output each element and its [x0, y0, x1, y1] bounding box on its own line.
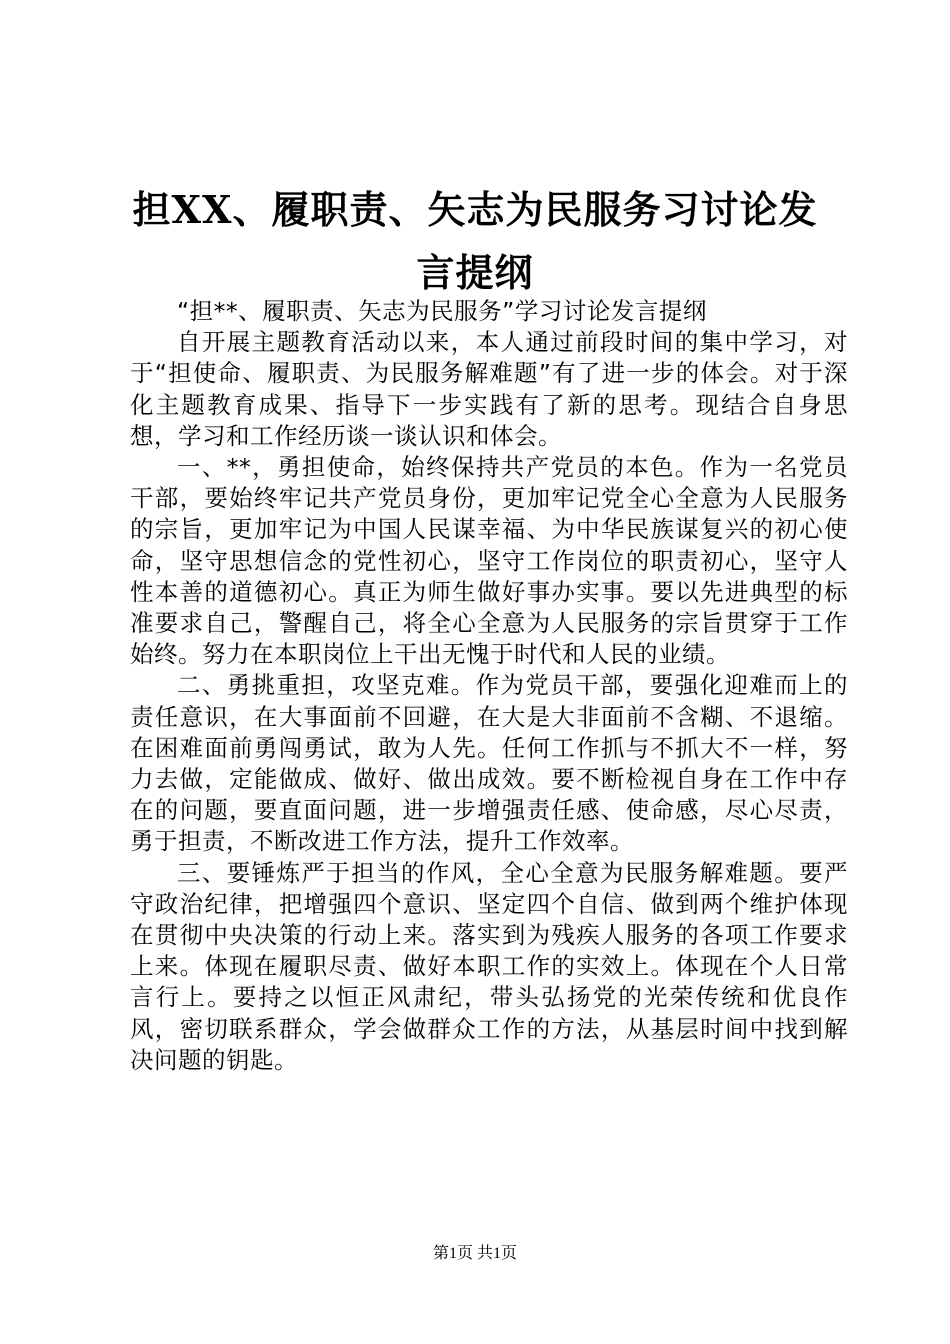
- subtitle-paragraph: “担**、履职责、矢志为民服务”学习讨论发言提纲: [177, 297, 707, 325]
- section-three-paragraph: 三、要锤炼严于担当的作风，全心全意为民服务解难题。要严守政治纪律，把增强四个意识、坚定四个自信、做到两个维护体现在贯彻中央决策的行动上来。落实到为残疾人服务的各项工作要求上来。体现在履职尽责、做好本职工作的实效上。体现在个人日常言行上。要持之以恒正风肃纪，带头弘扬党的光荣传统和优良作风，密切联系群众，学会做群众工作的方法，从基层时间中找到解决问题的钥匙。: [130, 858, 848, 1074]
- section-two-paragraph: 二、勇挑重担，攻坚克难。作为党员干部，要强化迎难而上的责任意识，在大事面前不回避，在大是大非面前不含糊、不退缩。在困难面前勇闯勇试，敢为人先。任何工作抓与不抓大不一样，努力去做，定能做成、做好、做出成效。要不断检视自身在工作中存在的问题，要直面问题，进一步增强责任感、使命感，尽心尽责，勇于担责，不断改进工作方法，提升工作效率。: [130, 671, 848, 856]
- section-one-paragraph: 一、**，勇担使命，始终保持共产党员的本色。作为一名党员干部，要始终牢记共产党员身份，更加牢记党全心全意为人民服务的宗旨，更加牢记为中国人民谋幸福、为中华民族谋复兴的初心使命，坚守思想信念的党性初心，坚守工作岗位的职责初心，坚守人性本善的道德初心。真正为师生做好事办实事。要以先进典型的标准要求自己，警醒自己，将全心全意为人民服务的宗旨贯穿于工作始终。努力在本职岗位上干出无愧于时代和人民的业绩。: [130, 453, 848, 669]
- intro-paragraph: 自开展主题教育活动以来，本人通过前段时间的集中学习，对于“担使命、履职责、为民服务解难题”有了进一步的体会。对于深化主题教育成果、指导下一步实践有了新的思考。现结合自身思想，学习和工作经历谈一谈认识和体会。: [130, 328, 848, 450]
- document-body: [130, 296, 848, 1076]
- page-footer: 第1页 共1页: [432, 1245, 517, 1262]
- document-title: 担XX、履职责、矢志为民服务习讨论发言提纲: [132, 187, 818, 295]
